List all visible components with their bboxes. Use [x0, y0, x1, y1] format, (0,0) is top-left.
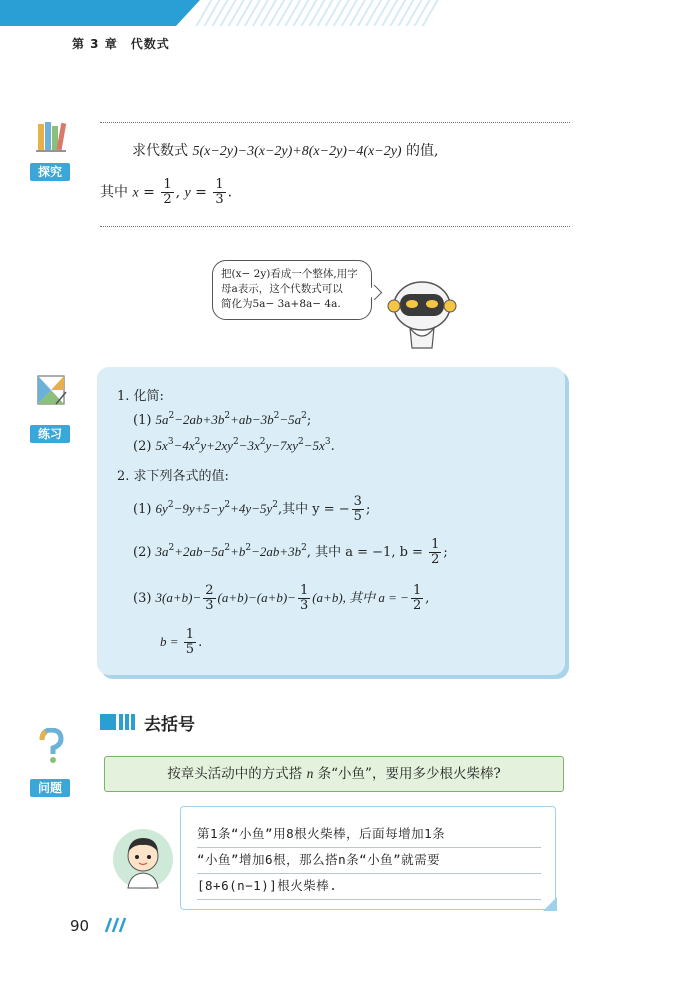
- exercise-1-title: 1. 化简:: [117, 389, 164, 404]
- note-line-3: [8+6(n−1)]根火柴棒.: [197, 873, 541, 900]
- exercise-1-item-1: [133, 412, 311, 428]
- punct: .: [330, 439, 335, 454]
- punct: ;: [365, 502, 371, 517]
- explore-prompt-line1: [132, 140, 439, 160]
- term: 6y: [155, 501, 168, 516]
- item-number: (1): [133, 502, 156, 517]
- explore-text-end: 的值,: [401, 143, 439, 159]
- term: 5x: [155, 438, 168, 453]
- punct: .: [198, 635, 203, 650]
- term: y−7xy: [265, 438, 299, 453]
- exercise-1-item-2: [133, 438, 335, 454]
- var-x: x: [132, 185, 139, 201]
- frac-den: 2: [412, 598, 422, 613]
- frac-num: 1: [299, 583, 309, 598]
- exercise-2-item-3-cont: [160, 628, 202, 657]
- fraction: [429, 538, 441, 567]
- term: +b: [230, 544, 246, 559]
- speech-line: 把(x− 2y)看成一个整体,用字: [221, 268, 358, 280]
- page-slashes-icon: [100, 916, 128, 934]
- exponent: 2: [224, 411, 231, 421]
- exponent: 3: [324, 437, 331, 447]
- header-accent-bar: [0, 0, 200, 26]
- exercise-2-item-2: [133, 538, 448, 567]
- question-text-end: 条“小鱼”，要用多少根火柴棒?: [313, 766, 501, 782]
- question-mark-icon: [34, 728, 68, 764]
- term: −5a: [279, 412, 302, 427]
- robot-speech-bubble: [212, 260, 372, 320]
- frac-den: 2: [431, 552, 440, 567]
- explore-label: 探究: [30, 163, 70, 181]
- condition: (a+b), 其中 a = −: [312, 590, 409, 605]
- note-corner-fold: [543, 897, 557, 911]
- condition: ,其中 y = −: [277, 502, 350, 517]
- chapter-title: 第 3 章 代数式: [72, 37, 170, 51]
- exercise-2-item-1: [133, 495, 370, 524]
- section-bars-icon: [100, 712, 140, 732]
- period: .: [227, 184, 233, 201]
- explore-prompt-line2: [100, 178, 232, 207]
- exponent: 2: [245, 543, 252, 553]
- fraction: [203, 584, 215, 613]
- frac-den: 3: [299, 598, 309, 613]
- exponent: 2: [273, 411, 280, 421]
- page-number: 90: [70, 917, 90, 935]
- frac-den: 5: [353, 509, 362, 524]
- exercise-2-title: 2. 求下列各式的值:: [117, 469, 229, 484]
- exercise-2-item-3: [133, 584, 429, 613]
- fraction: [184, 628, 196, 657]
- note-line-2: “小鱼”增加6根，那么搭n条“小鱼”就需要: [197, 847, 541, 874]
- term: −2ab+3b: [251, 544, 302, 559]
- exponent: 2: [232, 437, 239, 447]
- exponent: 2: [298, 437, 304, 447]
- punct: ,: [425, 591, 430, 606]
- separator: ,: [175, 184, 185, 201]
- exponent: 2: [168, 411, 175, 421]
- question-box: [104, 756, 564, 792]
- term: y+2xy: [200, 438, 233, 453]
- term: −5x: [303, 438, 325, 453]
- note-box: [180, 806, 556, 910]
- item-number: (2): [133, 545, 156, 560]
- explore-text: 求代数式: [132, 143, 193, 159]
- frac-den: 3: [215, 192, 224, 207]
- frac-num: 1: [163, 177, 172, 192]
- divider-top: [100, 122, 570, 123]
- student-avatar-icon: [112, 828, 174, 890]
- frac-den: 2: [163, 192, 172, 207]
- speech-line: 母a表示，这个代数式可以: [221, 283, 343, 295]
- exercise-label: 练习: [30, 425, 70, 443]
- fraction: [411, 584, 423, 613]
- header-stripes: [190, 0, 440, 26]
- books-icon: [34, 120, 68, 156]
- question-text: 按章头活动中的方式搭: [167, 766, 307, 782]
- exponent: 2: [194, 437, 201, 447]
- frac-num: 1: [215, 177, 224, 192]
- fraction: [352, 495, 364, 524]
- exponent: 2: [224, 500, 231, 510]
- term: +4y−5y: [230, 501, 273, 516]
- fraction-y: [213, 178, 225, 207]
- equals: =: [138, 184, 160, 201]
- term: 3(a+b)−: [155, 590, 202, 605]
- frac-num: 1: [431, 537, 440, 552]
- note-line-1: 第1条“小鱼”用8根火柴棒，后面每增加1条: [197, 821, 541, 848]
- exponent: 2: [224, 543, 231, 553]
- term: 5a: [155, 412, 169, 427]
- exponent: 2: [301, 543, 307, 553]
- exponent: 3: [167, 437, 174, 447]
- tangram-icon: [34, 372, 68, 408]
- term: −9y+5−y: [173, 501, 225, 516]
- frac-num: 1: [412, 583, 422, 598]
- fraction-x: [161, 178, 173, 207]
- term: +2ab−5a: [174, 544, 225, 559]
- var-y: y: [184, 185, 191, 201]
- item-number: (2): [133, 439, 156, 454]
- term: −3x: [238, 438, 260, 453]
- section-title: 去括号: [144, 715, 195, 735]
- exponent: 2: [168, 543, 175, 553]
- exponent: 2: [301, 411, 307, 421]
- condition: b =: [160, 634, 182, 649]
- frac-den: 3: [205, 598, 214, 613]
- explore-expression: 5(x−2y)−3(x−2y)+8(x−2y)−4(x−2y): [192, 144, 402, 159]
- item-number: (3): [133, 591, 156, 606]
- question-label: 问题: [30, 779, 70, 797]
- item-number: (1): [133, 413, 156, 428]
- equals: =: [190, 184, 212, 201]
- exponent: 2: [259, 437, 266, 447]
- explore-where: 其中: [100, 184, 133, 201]
- term: −2ab+3b: [174, 412, 225, 427]
- term: −4x: [173, 438, 195, 453]
- frac-den: 5: [185, 642, 195, 657]
- term: (a+b)−(a+b)−: [217, 590, 296, 605]
- var-n: n: [306, 766, 314, 781]
- robot-mascot-icon: [382, 270, 462, 350]
- punct: ;: [306, 413, 312, 428]
- term: +ab−3b: [230, 412, 274, 427]
- term: 3a: [155, 544, 169, 559]
- condition: , 其中 a = −1, b =: [306, 545, 428, 560]
- frac-num: 1: [185, 627, 195, 642]
- speech-line: 简化为5a− 3a+8a− 4a.: [221, 298, 341, 310]
- divider-bottom: [100, 226, 570, 227]
- frac-num: 3: [353, 494, 362, 509]
- exponent: 2: [272, 500, 278, 510]
- frac-num: 2: [205, 583, 214, 598]
- exponent: 2: [167, 500, 174, 510]
- fraction: [298, 584, 310, 613]
- punct: ;: [443, 545, 448, 560]
